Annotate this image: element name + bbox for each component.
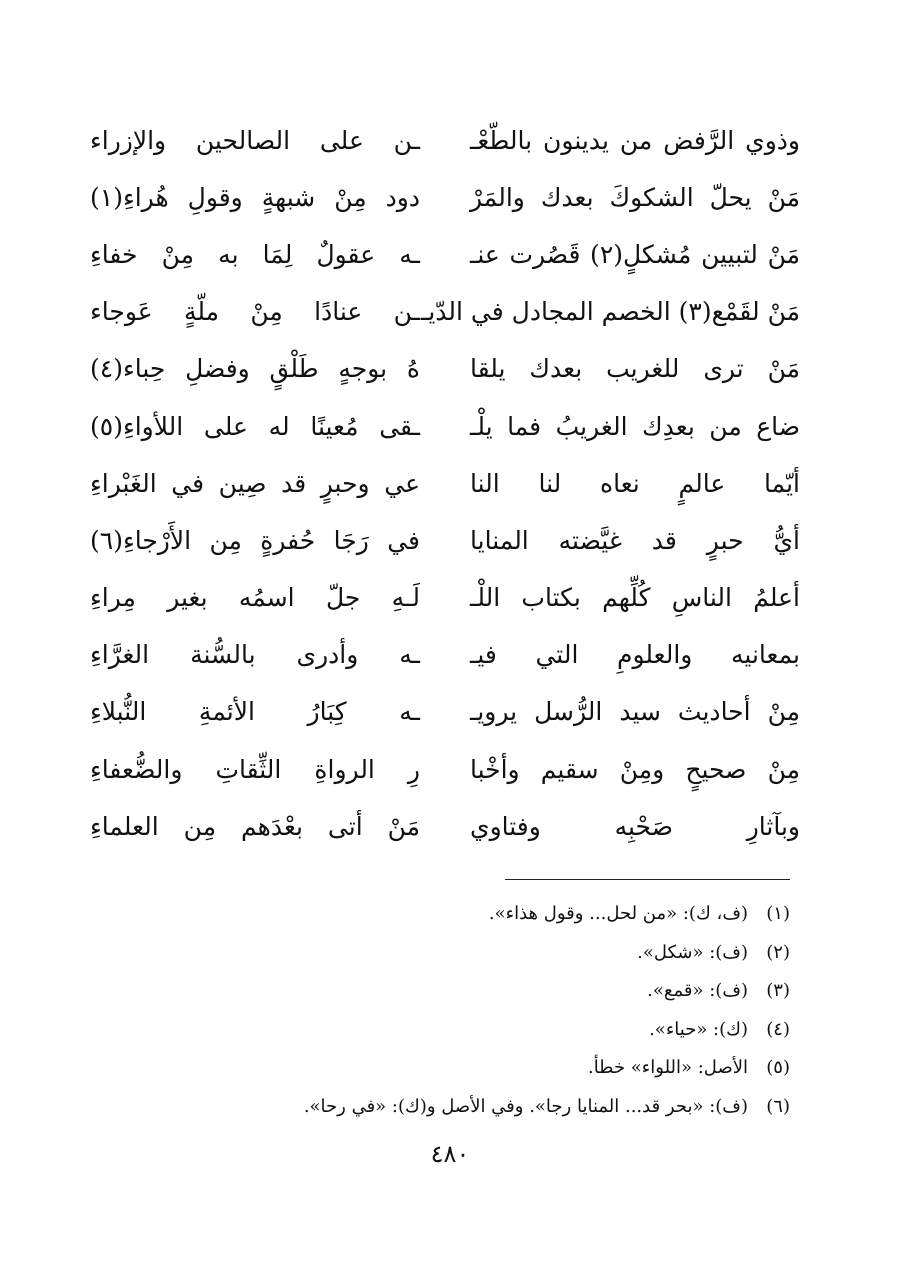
verse [90,570,800,627]
verse-second-hemistich: ـن على الصالحين والإزراء [90,125,420,155]
verse-first-hemistich: مَنْ لقَمْع(٣) الخصم المجادل في الدّيـ [421,297,800,327]
verse-second-hemistich: رِ الرواةِ الثِّقاتِ والضُّعفاءِ [90,754,420,784]
verse-first-hemistich: ضاع من بعدِك الغريبُ فما يلْـ [470,411,800,441]
verse [90,169,800,226]
footnote [110,934,790,973]
verse-second-hemistich: دود مِنْ شبهةٍ وقولِ هُراءِ(١) [90,182,420,212]
footnote [110,1088,790,1127]
verse [90,684,800,741]
verse [90,798,800,855]
verse-second-hemistich: عي وحبرٍ قد صِين في الغَبْراءِ [90,468,420,498]
verse-first-hemistich: مَنْ ترى للغريب بعدك يلقا [470,354,800,384]
footnote-number: (٤) [766,1018,790,1040]
verse [90,455,800,512]
verse-second-hemistich: هُ بوجهٍ طَلْقٍ وفضلِ حِباء(٤) [90,354,420,384]
footnote-number: (٦) [766,1095,790,1117]
verse [90,627,800,684]
footnote-text: (ف): «بحر قد... المنايا رجا». وفي الأصل و(ك): «في رحا». [303,1095,748,1117]
verse-first-hemistich: مِنْ أحاديث سيد الرُّسل يرويـ [470,697,800,727]
footnote-text: (ف): «شكل». [637,941,748,963]
verse-second-hemistich: ـه كِبَارُ الأئمةِ النُّبلاءِ [90,697,420,727]
footnote-text: (ف، ك): «من لحل... وقول هذاء». [488,903,748,924]
verse [90,398,800,455]
footnote-text: الأصل: «اللواء» خطأ. [587,1057,748,1079]
footnote-number: (١) [766,903,790,924]
verse [90,512,800,569]
footnote-number: (٢) [766,941,790,963]
verse [90,112,800,169]
verse-first-hemistich: مَنْ لتبيين مُشكلٍ(٢) قَصُرت عنـ [470,239,800,269]
verse-second-hemistich: لَـهِ جلّ اسمُه بغير مِراءِ [90,583,420,613]
footnotes [110,895,790,1127]
verse [90,741,800,798]
footnote [110,895,790,934]
footnote [110,972,790,1011]
footnote-divider [505,879,790,880]
verse [90,284,800,341]
verse-first-hemistich: وذوي الرَّفض من يدينون بالطّعْـ [470,125,800,155]
verse-second-hemistich: مَنْ أتى بعْدَهم مِن العلماءِ [90,811,420,841]
verse-first-hemistich: مِنْ صحيحٍ ومِنْ سقيم وأخْبا [470,754,800,784]
footnote-number: (٣) [766,980,790,1002]
verse-second-hemistich: ـن عنادًا مِنْ ملّةٍ عَوجاء [90,297,420,327]
verse-second-hemistich: ـه وأدرى بالسُّنة الغرَّاءِ [90,640,420,670]
verse-first-hemistich: مَنْ يحلّ الشكوكَ بعدك والمَرْ [470,182,800,212]
verse-second-hemistich: ـقى مُعينًا له على اللأواءِ(٥) [90,411,420,441]
verse-second-hemistich: في رَجَا حُفرةٍ مِن الأَرْجاءِ(٦) [90,525,420,555]
verse-first-hemistich: أعلمُ الناسِ كُلِّهم بكتاب اللْـ [470,583,800,613]
page-number: ٤٨٠ [430,1140,470,1168]
poem [90,112,800,855]
footnote [110,1049,790,1088]
footnote-text: (ف): «قمع». [647,980,748,1002]
footnote-number: (٥) [766,1057,790,1079]
verse [90,341,800,398]
verse [90,226,800,283]
footnote-text: (ك): «حياء». [649,1018,748,1040]
verse-first-hemistich: أيُّ حبرٍ قد غيَّضته المنايا [470,525,800,555]
footnote [110,1011,790,1050]
verse-first-hemistich: أيّما عالمٍ نعاه لنا النا [470,468,800,498]
verse-second-hemistich: ـه عقولٌ لِمَا به مِنْ خفاءِ [90,239,420,269]
verse-first-hemistich: بمعانيه والعلومِ التي فيـ [470,640,800,670]
verse-first-hemistich: وبآثارِ صَحْبِه وفتاوي [470,811,800,841]
